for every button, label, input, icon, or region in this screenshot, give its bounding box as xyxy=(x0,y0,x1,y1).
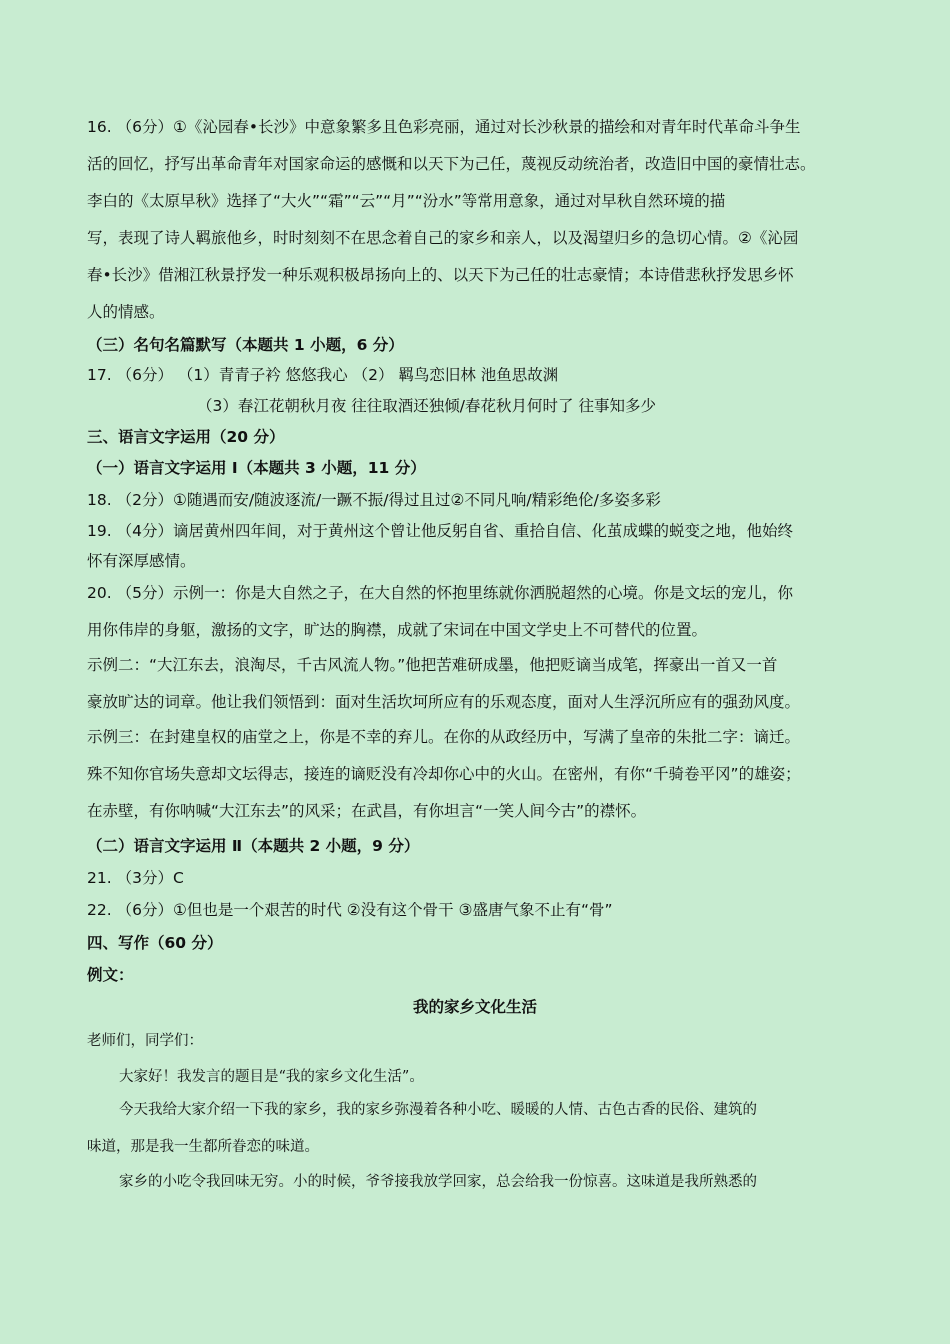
part4-header: 四、写作（60 分） xyxy=(87,934,223,952)
sub2-header: （二）语言文字运用 Ⅱ（本题共 2 小题，9 分） xyxy=(87,837,420,855)
part3-header: 三、语言文字运用（20 分） xyxy=(87,428,285,446)
q20-line-4: 豪放旷达的词章。他让我们领悟到：面对生活坎坷所应有的乐观态度，面对人生浮沉所应有的强劲风度。 xyxy=(87,693,801,711)
essay-line-3: 味道，那是我一生都所眷恋的味道。 xyxy=(87,1139,319,1155)
q17-line-1: 17. （6分） （1）青青子衿 悠悠我心 （2） 羁鸟恋旧林 池鱼思故渊 xyxy=(87,366,559,384)
essay-line-2: 今天我给大家介绍一下我的家乡，我的家乡弥漫着各种小吃、暖暖的人情、古色古香的民俗、建筑的 xyxy=(119,1102,757,1118)
q20-line-1: 20. （5分）示例一：你是大自然之子，在大自然的怀抱里练就你洒脱超然的心境。你是文坛的宠儿，你 xyxy=(87,584,793,602)
q16-line-1: 16. （6分）①《沁园春•长沙》中意象繁多且色彩亮丽，通过对长沙秋景的描绘和对青年时代革命斗争生 xyxy=(87,118,801,136)
q16-line-6: 人的情感。 xyxy=(87,303,165,321)
q19-line-1: 19. （4分）谪居黄州四年间，对于黄州这个曾让他反躬自省、重拾自信、化茧成蝶的蜕变之地，他始终 xyxy=(87,522,793,540)
q17-line-2: （3）春江花朝秋月夜 往往取酒还独倾/春花秋月何时了 往事知多少 xyxy=(197,397,656,415)
q20-line-5: 示例三：在封建皇权的庙堂之上，你是不幸的弃儿。在你的从政经历中，写满了皇帝的朱批二字：谪迁。 xyxy=(87,728,801,746)
q19-line-2: 怀有深厚感情。 xyxy=(87,552,196,570)
q22: 22. （6分）①但也是一个艰苦的时代 ②没有这个骨干 ③盛唐气象不止有“骨” xyxy=(87,901,613,919)
q21: 21. （3分）C xyxy=(87,869,184,887)
q20-line-2: 用你伟岸的身躯，激扬的文字，旷达的胸襟，成就了宋词在中国文学史上不可替代的位置。 xyxy=(87,621,708,639)
essay-title: 我的家乡文化生活 xyxy=(412,998,537,1016)
q20-line-6: 殊不知你官场失意却文坛得志，接连的谪贬没有冷却你心中的火山。在密州，有你“千骑卷平冈”的雄姿； xyxy=(87,765,801,783)
q20-line-7: 在赤壁，有你呐喊“大江东去”的风采；在武昌，有你坦言“一笑人间今古”的襟怀。 xyxy=(87,802,647,820)
q18: 18. （2分）①随遇而安/随波逐流/一蹶不振/得过且过②不同凡响/精彩绝伦/多姿多彩 xyxy=(87,491,661,509)
q16-line-4: 写，表现了诗人羁旅他乡，时时刻刻不在思念着自己的家乡和亲人，以及渴望归乡的急切心情。②《沁园 xyxy=(87,229,799,247)
essay-salutation: 老师们，同学们： xyxy=(87,1033,203,1049)
q16-line-5: 春•长沙》借湘江秋景抒发一种乐观积极昂扬向上的、以天下为己任的壮志豪情；本诗借悲秋抒发思乡怀 xyxy=(87,266,794,284)
sub1-header: （一）语言文字运用 Ⅰ（本题共 3 小题，11 分） xyxy=(87,459,426,477)
q16-line-3: 李白的《太原早秋》选择了“大火”“霜”“云”“月”“汾水”等常用意象，通过对早秋自然环境的描 xyxy=(87,192,726,210)
q16-line-2: 活的回忆，抒写出革命青年对国家命运的感慨和以天下为己任，蔑视反动统治者，改造旧中国的豪情壮志。 xyxy=(87,155,816,173)
example-label: 例文： xyxy=(87,966,134,984)
section3-header: （三）名句名篇默写（本题共 1 小题，6 分） xyxy=(87,336,404,354)
essay-line-4: 家乡的小吃令我回味无穷。小的时候，爷爷接我放学回家，总会给我一份惊喜。这味道是我所熟悉的 xyxy=(119,1174,757,1190)
essay-line-1: 大家好！我发言的题目是“我的家乡文化生活”。 xyxy=(119,1069,424,1085)
q20-line-3: 示例二：“大江东去，浪淘尽，千古风流人物。”他把苦难研成墨，他把贬谪当成笔，挥豪出一首又一首 xyxy=(87,656,778,674)
